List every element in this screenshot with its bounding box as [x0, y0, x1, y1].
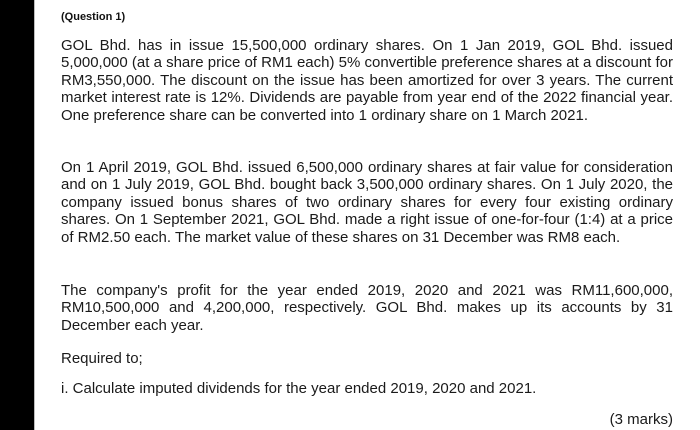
question-label: (Question 1)	[61, 11, 126, 23]
paragraph-2: On 1 April 2019, GOL Bhd. issued 6,500,000 ordinary shares at fair value for consideration and on 1 July 2019, GOL Bhd. bought back 3,500,000 ordinary shares. On 1 July 2020, the company issued bonus shares of two ordinary shares for every four existing ordinary shares. On 1 September 2021, GOL Bhd. made a right issue of one-for-four (1:4) at a price of RM2.50 each. The market value of these shares on 31 December was RM8 each.	[61, 159, 673, 246]
paragraph-1: GOL Bhd. has in issue 15,500,000 ordinary shares. On 1 Jan 2019, GOL Bhd. issued 5,000,000 (at a share price of RM1 each) 5% convertible preference shares at a discount for RM3,550,000. The discount on the issue has been amortized for over 3 years. The current market interest rate is 12%. Dividends are payable from year end of the 2022 financial year. One preference share can be converted into 1 ordinary share on 1 March 2021.	[61, 37, 674, 124]
marks-label: (3 marks)	[609, 411, 673, 428]
required-label: Required to;	[61, 350, 143, 367]
document-page	[34, 0, 700, 430]
question-item-i: i. Calculate imputed dividends for the year ended 2019, 2020 and 2021.	[61, 380, 537, 397]
paragraph-3: The company's profit for the year ended 2019, 2020 and 2021 was RM11,600,000, RM10,500,000 and 4,200,000, respectively. GOL Bhd. makes up its accounts by 31 December each year.	[61, 282, 673, 334]
